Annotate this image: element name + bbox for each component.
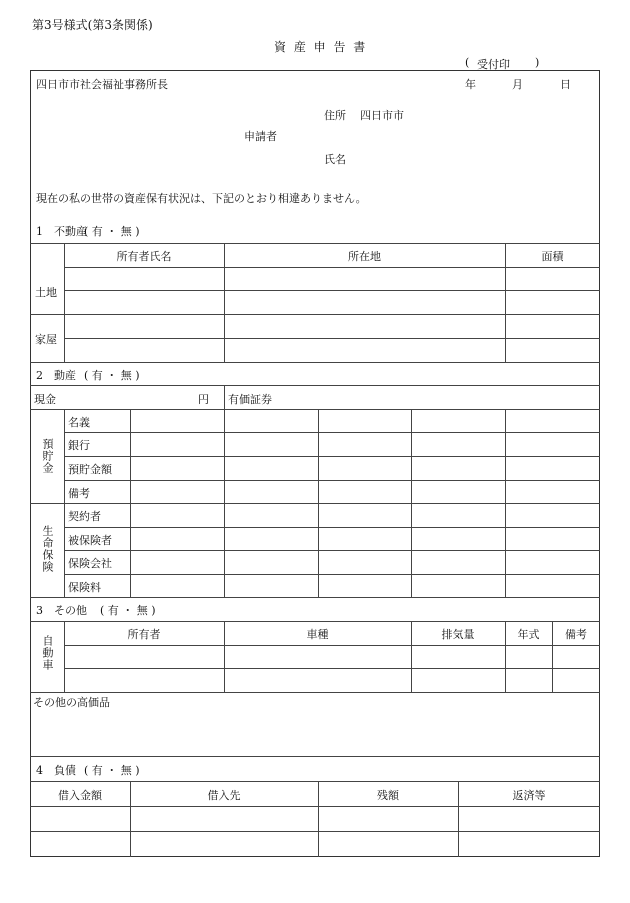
s3-header-remarks: 備考 [565,628,587,641]
insurance-row-contractor: 契約者 [68,510,101,523]
s1-row-land: 土地 [35,286,57,299]
valuables-label: その他の高価品 [33,696,110,709]
insurance-row-premium: 保険料 [68,581,101,594]
section2-choice: ( 有 ・ 無 ) [84,369,140,382]
date-day: 日 [560,78,571,91]
section1-choice: ( 有 ・ 無 ) [84,225,140,238]
applicant-role: 申請者 [244,130,277,143]
deposit-group-label: 預貯金 [41,438,54,474]
addressee: 四日市市社会福祉事務所長 [36,78,168,91]
declaration-text: 現在の私の世帯の資産保有状況は、下記のとおり相違ありません。 [36,192,367,205]
deposit-row-amount: 預貯金額 [68,463,112,476]
deposit-row-holder: 名義 [68,416,90,429]
section3-title: 3 その他 [36,604,87,617]
receipt-label: 受付印 [477,58,510,71]
date-year: 年 [465,78,476,91]
s1-header-location: 所在地 [348,250,381,263]
s4-header-amount: 借入金額 [58,789,102,802]
deposit-row-remarks: 備考 [68,487,90,500]
insurance-row-company: 保険会社 [68,557,112,570]
page-title: 資 産 申 告 書 [274,40,368,54]
s1-row-house: 家屋 [35,333,57,346]
section1-title: 1 不動産 [36,225,87,238]
receipt-open-paren: ( [465,56,470,69]
s4-header-balance: 残額 [377,789,399,802]
s1-header-area: 面積 [541,250,564,263]
section4-title: 4 負債 [36,764,76,777]
s4-header-lender: 借入先 [207,789,241,802]
insurance-row-insured: 被保険者 [68,534,112,547]
receipt-close-paren: ) [535,56,540,69]
s3-header-displacement: 排気量 [441,628,475,641]
s1-header-owner: 所有者氏名 [116,250,172,263]
section4-choice: ( 有 ・ 無 ) [84,764,140,777]
form-number: 第3号様式(第3条関係) [32,18,153,32]
deposit-row-bank: 銀行 [68,439,90,452]
s4-header-repayment: 返済等 [512,789,546,802]
securities-label: 有価証券 [228,393,272,406]
date-month: 月 [512,78,523,91]
s3-header-model: 車種 [306,628,329,641]
address-label: 住所 [324,109,346,122]
vehicle-group-label: 自動車 [41,635,54,671]
address-value: 四日市市 [360,109,404,122]
section2-title: 2 動産 [36,369,76,382]
cash-yen-unit: 円 [198,393,209,406]
s3-header-owner: 所有者 [127,628,161,641]
insurance-group-label: 生命保険 [41,525,54,573]
form-frame [30,70,600,857]
s3-header-year: 年式 [517,628,540,641]
section3-choice: ( 有 ・ 無 ) [100,604,156,617]
cash-label: 現金 [34,393,56,406]
name-label: 氏名 [324,153,346,166]
receipt-stamp-area [465,56,545,71]
